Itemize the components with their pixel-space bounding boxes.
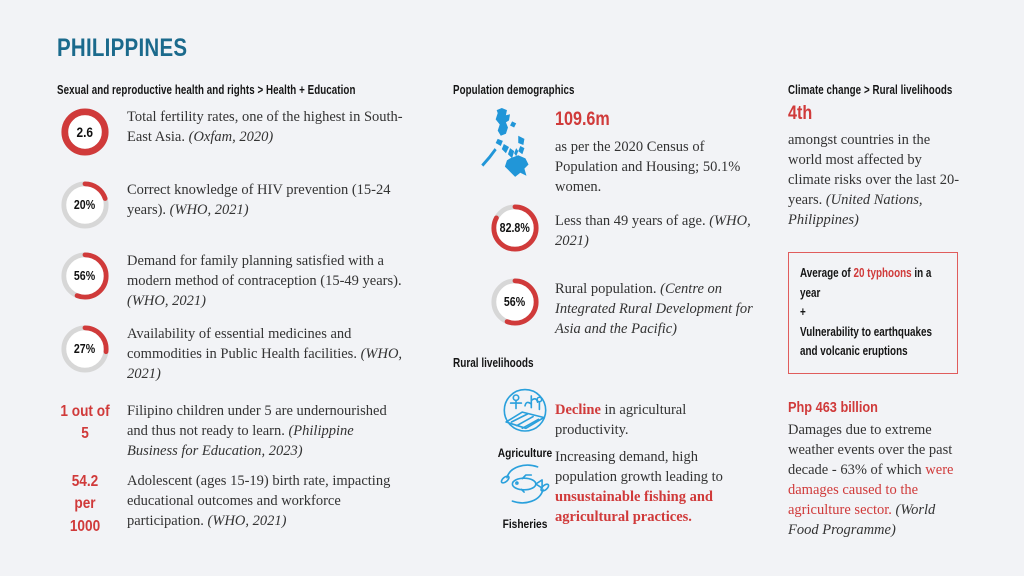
stat-text-family-planning: Demand for family planning satisfied with a modern method of contraception (15-49 years). (WHO, 2021) [127, 253, 402, 309]
stat-text-age: Less than 49 years of age. (WHO, 2021) [555, 213, 751, 249]
column-header-climate: Climate change > Rural livelihoods [788, 83, 953, 97]
column-header-population: Population demographics [453, 83, 575, 97]
box-line-plus: + [800, 304, 806, 319]
donut-age [490, 203, 540, 253]
donut-family-planning [60, 251, 110, 301]
donut-value: 20% [74, 198, 96, 212]
stat-text-fisheries: Increasing demand, high population growth leading to unsustainable fishing and agricultural practices. [555, 449, 723, 525]
donut-rural [490, 277, 540, 327]
agriculture-label: Agriculture [497, 446, 553, 460]
stat-text-hiv: Correct knowledge of HIV prevention (15-24 years). (WHO, 2021) [127, 182, 391, 218]
philippines-map-icon [477, 107, 547, 183]
column-climate [788, 83, 966, 553]
stat-row-medicines [57, 324, 405, 384]
stat-value-population: 109.6m [555, 109, 610, 130]
stat-row-birth-rate [57, 471, 405, 538]
stat-row-family-planning [57, 251, 405, 311]
stat-value-birth-rate: 54.2 per 1000 [69, 473, 101, 535]
fisheries-label: Fisheries [502, 517, 548, 531]
donut-value: 27% [74, 342, 96, 356]
column-health-education [57, 83, 403, 553]
donut-medicines [60, 324, 110, 374]
page-title: PHILIPPINES [57, 34, 188, 62]
typhoon-alert-box [788, 252, 958, 374]
donut-value: 56% [74, 269, 96, 283]
stat-text-medicines: Availability of essential medicines and commodities in Public Health facilities. (WHO, 2021) [127, 326, 403, 382]
box-line-typhoons: Average of 20 typhoons in a year [800, 265, 932, 300]
donut-fertility [60, 107, 110, 157]
stat-text-undernourished: Filipino children under 5 are undernourished and thus not ready to learn. (Philippine Business for Education, 2023) [127, 403, 387, 459]
fisheries-icon [489, 457, 561, 531]
stat-text-damages: Damages due to extreme weather events over the past decade - 63% of which were damages caused to the agriculture sector. (World Food Programme) [788, 422, 954, 538]
stat-row-undernourished [57, 401, 405, 461]
stat-text-rank: amongst countries in the world most affected by climate risks over the last 20-years. (United Nations, Philippines) [788, 132, 960, 228]
stat-text-birth-rate: Adolescent (ages 15-19) birth rate, impacting educational outcomes and workforce participation. (WHO, 2021) [127, 473, 391, 529]
stat-row-hiv [57, 180, 405, 230]
stat-text-rural: Rural population. (Centre on Integrated Rural Development for Asia and the Pacific) [555, 281, 753, 337]
stat-text-population: as per the 2020 Census of Population and Housing; 50.1% women. [555, 139, 741, 195]
column-population [453, 83, 763, 553]
stat-row-fertility [57, 107, 405, 157]
donut-value: 2.6 [76, 124, 94, 140]
subheader-rural-livelihoods: Rural livelihoods [453, 356, 534, 370]
stat-text-agriculture: Decline in agricultural productivity. [555, 402, 687, 438]
stat-population [555, 109, 755, 197]
stat-value-rank: 4th [788, 103, 813, 124]
agriculture-icon [489, 386, 561, 460]
box-line-vulnerability: Vulnerability to earthquakes and volcanic eruptions [800, 323, 932, 358]
stat-text-fertility: Total fertility rates, one of the highest in South-East Asia. (Oxfam, 2020) [127, 109, 403, 145]
donut-hiv [60, 180, 110, 230]
stat-value-undernourished: 1 out of 5 [60, 403, 110, 443]
donut-value: 56% [504, 295, 526, 309]
column-header-health: Sexual and reproductive health and rights > Health + Education [57, 83, 356, 97]
stat-value-damages: Php 463 billion [788, 399, 878, 416]
donut-value: 82.8% [499, 221, 531, 235]
